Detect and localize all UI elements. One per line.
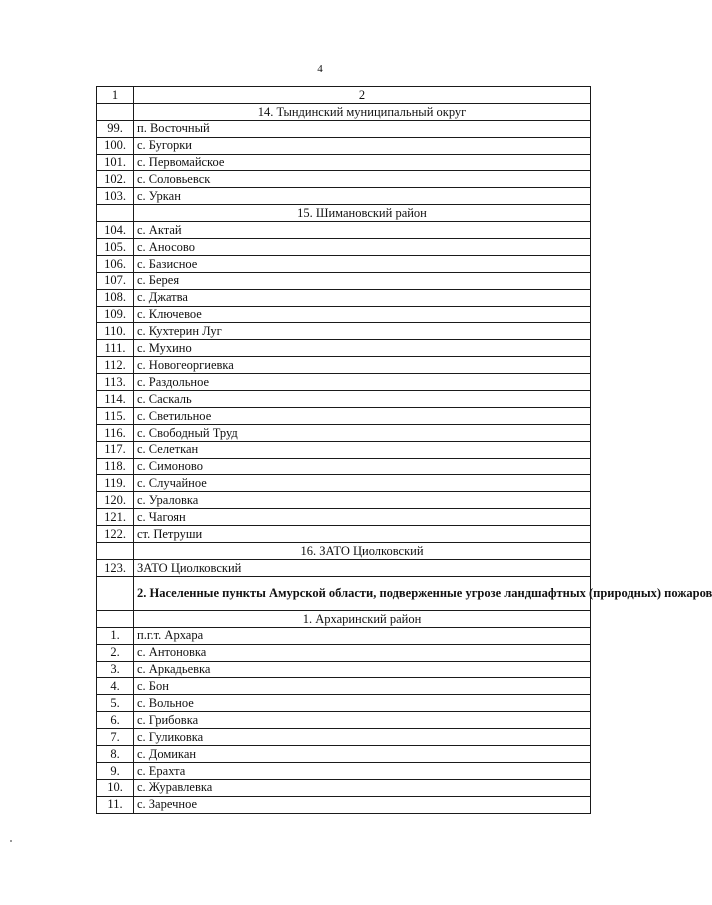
- row-number: 8.: [97, 745, 134, 762]
- row-number: 99.: [97, 120, 134, 137]
- settlement-name: п.г.т. Архара: [134, 627, 591, 644]
- row-number: 113.: [97, 374, 134, 391]
- district-header-row: [97, 103, 591, 120]
- row-number: 122.: [97, 526, 134, 543]
- settlement-name: с. Симоново: [134, 458, 591, 475]
- settlement-name: с. Базисное: [134, 255, 591, 272]
- settlement-name: с. Гуликовка: [134, 729, 591, 746]
- header-col-name: 2: [134, 87, 591, 104]
- row-number: 10.: [97, 779, 134, 796]
- district-title: 15. Шимановский район: [134, 205, 591, 222]
- settlement-name: с. Свободный Труд: [134, 424, 591, 441]
- table-row: [97, 424, 591, 441]
- row-number: 119.: [97, 475, 134, 492]
- settlement-name: с. Вольное: [134, 695, 591, 712]
- settlement-name: с. Заречное: [134, 796, 591, 813]
- row-number: 9.: [97, 762, 134, 779]
- table-row: [97, 306, 591, 323]
- row-number: 110.: [97, 323, 134, 340]
- district-header-row: [97, 205, 591, 222]
- settlement-name: с. Чагоян: [134, 509, 591, 526]
- settlement-name: с. Раздольное: [134, 374, 591, 391]
- table-row: [97, 171, 591, 188]
- table-row: [97, 559, 591, 576]
- table-row: [97, 492, 591, 509]
- settlement-name: с. Кухтерин Луг: [134, 323, 591, 340]
- page-number: 4: [317, 63, 323, 75]
- table-row: [97, 407, 591, 424]
- table-row: [97, 678, 591, 695]
- district-header-row: [97, 543, 591, 560]
- row-number: 114.: [97, 391, 134, 408]
- settlement-name: с. Первомайское: [134, 154, 591, 171]
- row-number: 11.: [97, 796, 134, 813]
- table-row: [97, 120, 591, 137]
- row-number: 115.: [97, 407, 134, 424]
- table-row: [97, 255, 591, 272]
- row-number: 108.: [97, 289, 134, 306]
- table-row: [97, 441, 591, 458]
- settlements-table: [96, 86, 712, 814]
- settlement-name: с. Бон: [134, 678, 591, 695]
- settlement-name: с. Ураловка: [134, 492, 591, 509]
- settlement-name: с. Антоновка: [134, 644, 591, 661]
- settlement-name: с. Грибовка: [134, 712, 591, 729]
- settlement-name: с. Мухино: [134, 340, 591, 357]
- district-title: 14. Тындинский муниципальный округ: [134, 103, 591, 120]
- row-number: 2.: [97, 644, 134, 661]
- table-row: [97, 374, 591, 391]
- settlement-name: с. Селеткан: [134, 441, 591, 458]
- table-header-row: [97, 87, 591, 104]
- section-heading-row: [97, 576, 591, 610]
- settlement-name: с. Соловьевск: [134, 171, 591, 188]
- row-number: 120.: [97, 492, 134, 509]
- header-col-number: 1: [97, 87, 134, 104]
- settlement-name: с. Берея: [134, 272, 591, 289]
- district-header-row: [97, 610, 591, 627]
- row-number: 106.: [97, 255, 134, 272]
- settlement-name: ЗАТО Циолковский: [134, 559, 591, 576]
- table-row: [97, 154, 591, 171]
- empty-cell: [97, 543, 134, 560]
- row-number: 3.: [97, 661, 134, 678]
- table-row: [97, 762, 591, 779]
- row-number: 105.: [97, 239, 134, 256]
- settlement-name: с. Аносово: [134, 239, 591, 256]
- table-row: [97, 526, 591, 543]
- row-number: 7.: [97, 729, 134, 746]
- table-row: [97, 137, 591, 154]
- table-row: [97, 239, 591, 256]
- settlement-name: п. Восточный: [134, 120, 591, 137]
- empty-cell: [97, 610, 134, 627]
- table-row: [97, 627, 591, 644]
- table-row: [97, 357, 591, 374]
- settlement-name: с. Бугорки: [134, 137, 591, 154]
- row-number: 101.: [97, 154, 134, 171]
- settlement-name: с. Новогеоргиевка: [134, 357, 591, 374]
- row-number: 6.: [97, 712, 134, 729]
- table-row: [97, 323, 591, 340]
- table-body: [97, 87, 712, 814]
- settlement-name: с. Домикан: [134, 745, 591, 762]
- table-row: [97, 391, 591, 408]
- settlement-name: с. Уркан: [134, 188, 591, 205]
- row-number: 123.: [97, 559, 134, 576]
- section-heading: 2. Населенные пункты Амурской области, подверженные угрозе ландшафтных (природных) пожаров: [134, 576, 591, 610]
- table-row: [97, 661, 591, 678]
- district-title: 16. ЗАТО Циолковский: [134, 543, 591, 560]
- settlement-name: с. Случайное: [134, 475, 591, 492]
- row-number: 111.: [97, 340, 134, 357]
- empty-cell: [97, 205, 134, 222]
- table-row: [97, 188, 591, 205]
- table-row: [97, 695, 591, 712]
- row-number: 121.: [97, 509, 134, 526]
- settlement-name: ст. Петруши: [134, 526, 591, 543]
- table-row: [97, 340, 591, 357]
- row-number: 104.: [97, 222, 134, 239]
- table-row: [97, 222, 591, 239]
- row-number: 1.: [97, 627, 134, 644]
- row-number: 5.: [97, 695, 134, 712]
- row-number: 116.: [97, 424, 134, 441]
- table-row: [97, 745, 591, 762]
- row-number: 103.: [97, 188, 134, 205]
- settlement-name: с. Ключевое: [134, 306, 591, 323]
- district-title: 1. Архаринский район: [134, 610, 591, 627]
- row-number: 100.: [97, 137, 134, 154]
- table-row: [97, 729, 591, 746]
- table-row: [97, 779, 591, 796]
- table-row: [97, 712, 591, 729]
- row-number: 117.: [97, 441, 134, 458]
- empty-cell: [97, 103, 134, 120]
- row-number: 118.: [97, 458, 134, 475]
- table-row: [97, 509, 591, 526]
- row-number: 102.: [97, 171, 134, 188]
- table-row: [97, 644, 591, 661]
- settlement-name: с. Журавлевка: [134, 779, 591, 796]
- settlement-name: с. Актай: [134, 222, 591, 239]
- row-number: 4.: [97, 678, 134, 695]
- table-row: [97, 458, 591, 475]
- table-row: [97, 272, 591, 289]
- scan-speck: [10, 840, 12, 842]
- table-row: [97, 796, 591, 813]
- settlement-name: с. Саскаль: [134, 391, 591, 408]
- settlement-name: с. Джатва: [134, 289, 591, 306]
- row-number: 107.: [97, 272, 134, 289]
- table-row: [97, 475, 591, 492]
- settlement-name: с. Аркадьевка: [134, 661, 591, 678]
- settlement-name: с. Ерахта: [134, 762, 591, 779]
- empty-cell: [97, 576, 134, 610]
- row-number: 109.: [97, 306, 134, 323]
- row-number: 112.: [97, 357, 134, 374]
- settlement-name: с. Светильное: [134, 407, 591, 424]
- table-row: [97, 289, 591, 306]
